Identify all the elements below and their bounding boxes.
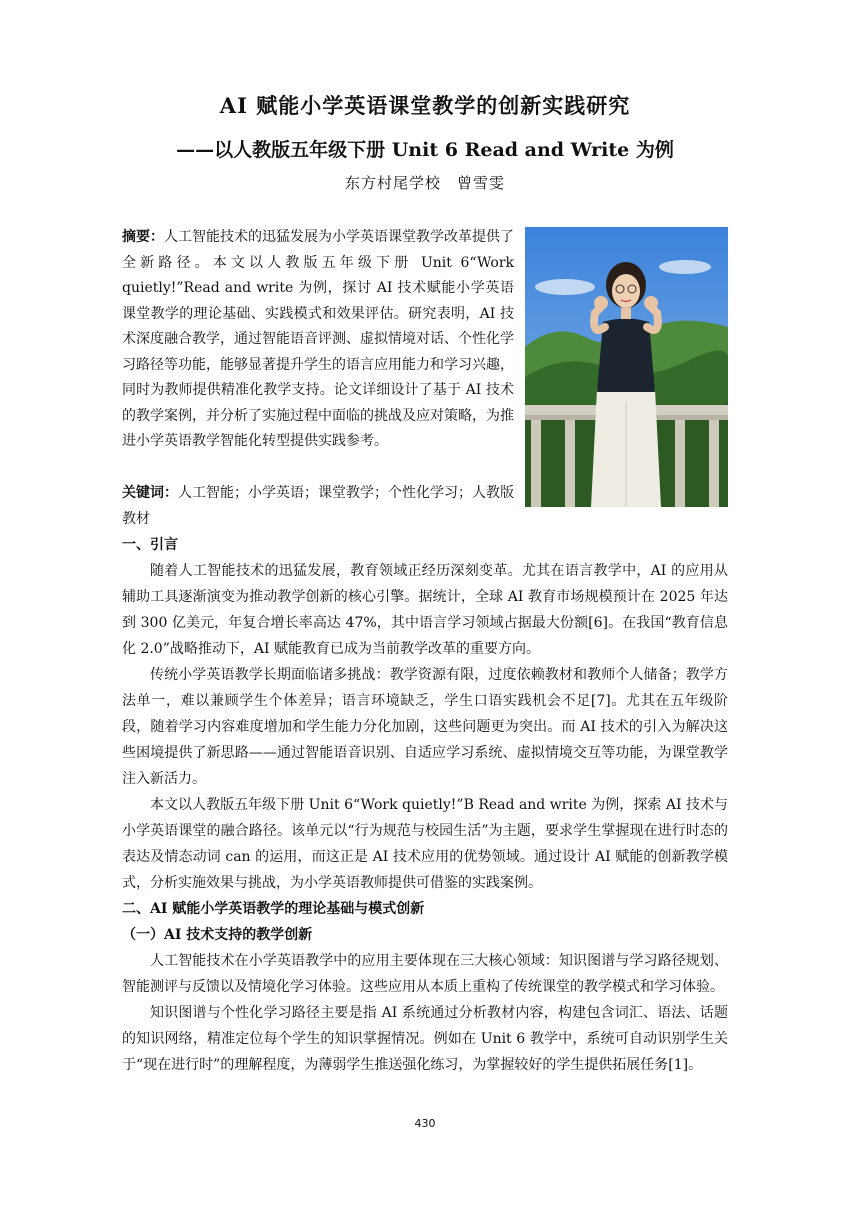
keywords-label: 关键词： <box>122 485 178 501</box>
subsection-heading-2-1: （一）AI 技术支持的教学创新 <box>122 927 313 943</box>
author-photo-image <box>525 227 728 507</box>
main-body <box>122 532 728 1078</box>
paragraph-s2-1: 人工智能技术在小学英语教学中的应用主要体现在三大核心领域：知识图谱与学习路径规划、智能测评与反馈以及情境化学习体验。这些应用从本质上重构了传统课堂的教学模式和学习体验。 <box>122 953 728 995</box>
abstract-block <box>122 225 514 455</box>
author-line: 东方村尾学校 曾雪雯 <box>344 174 505 192</box>
abstract-label: 摘要： <box>122 229 164 245</box>
section-heading-2: 二、AI 赋能小学英语教学的理论基础与模式创新 <box>122 901 425 917</box>
keywords-text: 人工智能；小学英语；课堂教学；个性化学习；人教版教材 <box>122 485 514 527</box>
keywords-block <box>122 481 514 532</box>
section-heading-1: 一、引言 <box>122 537 178 553</box>
paper-title: AI 赋能小学英语课堂教学的创新实践研究 <box>219 93 631 118</box>
author-photo <box>525 227 728 507</box>
paragraph-s1-3: 本文以人教版五年级下册 Unit 6“Work quietly!”B Read and write 为例，探索 AI 技术与小学英语课堂的融合路径。该单元以“行为规范与校园生活”为主题，要求学生掌握现在进行时态的表达及情态动词 can 的运用，而这正是 AI 技术应用的优势领域。通过设计 AI 赋能的创新教学模式，分析实施效果与挑战，为小学英语教师提供可借鉴的实践案例。 <box>122 797 728 891</box>
paragraph-s1-1: 随着人工智能技术的迅猛发展，教育领域正经历深刻变革。尤其在语言教学中，AI 的应用从辅助工具逐渐演变为推动教学创新的核心引擎。据统计，全球 AI 教育市场规模预计在 2025 年达到 300 亿美元，年复合增长率高达 47%，其中语言学习领域占据最大份额[6]。在我国“教育信息化 2.0”战略推动下，AI 赋能教育已成为当前教学改革的重要方向。 <box>122 563 728 657</box>
paragraph-s1-2: 传统小学英语教学长期面临诸多挑战：教学资源有限，过度依赖教材和教师个人储备；教学方法单一，难以兼顾学生个体差异；语言环境缺乏，学生口语实践机会不足[7]。尤其在五年级阶段，随着学习内容难度增加和学生能力分化加剧，这些问题更为突出。而 AI 技术的引入为解决这些困境提供了新思路——通过智能语音识别、自适应学习系统、虚拟情境交互等功能，为课堂教学注入新活力。 <box>122 667 728 787</box>
page-number: 430 <box>414 1117 436 1130</box>
abstract-text: 人工智能技术的迅猛发展为小学英语课堂教学改革提供了全新路径。本文以人教版五年级下册 Unit 6“Work quietly!”Read and write 为例，探讨 AI 技术赋能小学英语课堂教学的理论基础、实践模式和效果评估。研究表明，AI 技术深度融合教学，通过智能语音评测、虚拟情境对话、个性化学习路径等功能，能够显著提升学生的语言应用能力和学习兴趣，同时为教师提供精准化教学支持。论文详细设计了基于 AI 技术的教学案例，并分析了实施过程中面临的挑战及应对策略，为推进小学英语教学智能化转型提供实践参考。 <box>122 229 514 449</box>
paragraph-s2-2: 知识图谱与个性化学习路径主要是指 AI 系统通过分析教材内容，构建包含词汇、语法、话题的知识网络，精准定位每个学生的知识掌握情况。例如在 Unit 6 教学中，系统可自动识别学生关于“现在进行时”的理解程度，为薄弱学生推送强化练习，为掌握较好的学生提供拓展任务[1]。 <box>122 1005 728 1073</box>
paper-subtitle: ——以人教版五年级下册 Unit 6 Read and Write 为例 <box>176 139 674 161</box>
